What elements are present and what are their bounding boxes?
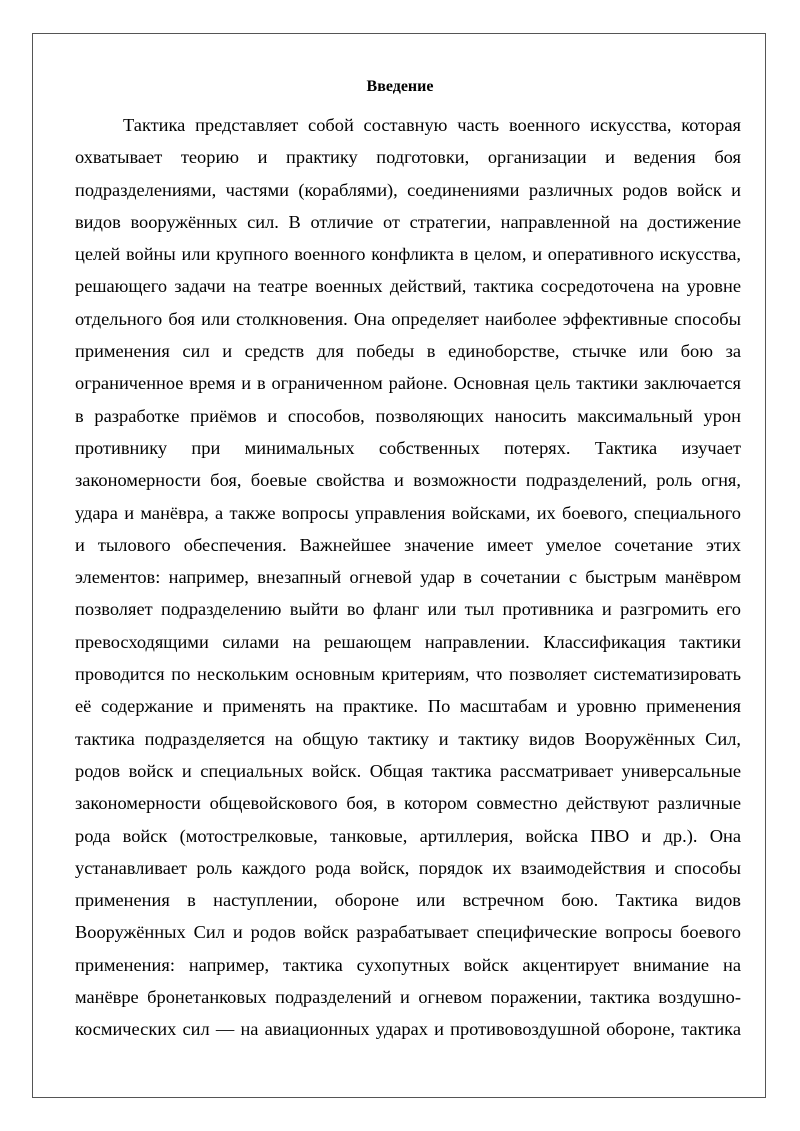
text-line: в разработке приёмов и способов, позволяющих наносить максимальный урон (75, 405, 741, 426)
text-line: применения: например, тактика сухопутных войск акцентирует внимание на (75, 954, 741, 975)
text-line: применения сил и средств для победы в единоборстве, стычке или бою за (75, 341, 741, 362)
text-line: проводится по нескольким основным критериям, что позволяет систематизировать (75, 664, 741, 685)
text-line: родов войск и специальных войск. Общая тактика рассматривает универсальные (75, 760, 741, 781)
text-line: превосходящими силами на решающем направлении. Классификация тактики (75, 631, 741, 652)
text-line: целей войны или крупного военного конфликта в целом, и оперативного искусства, (75, 244, 741, 265)
text-line: рода войск (мотострелковые, танковые, артиллерия, войска ПВО и др.). Она (75, 825, 741, 846)
text-line: Тактика представляет собой составную часть военного искусства, которая (123, 115, 741, 135)
text-line: устанавливает роль каждого рода войск, порядок их взаимодействия и способы (75, 857, 741, 878)
text-line: тактика подразделяется на общую тактику и тактику видов Вооружённых Сил, (75, 728, 741, 749)
text-line: ограниченное время и в ограниченном районе. Основная цель тактики заключается (75, 373, 741, 394)
text-line: отдельного боя или столкновения. Она определяет наиболее эффективные способы (75, 308, 741, 329)
text-line: подразделениями, частями (кораблями), соединениями различных родов войск и (75, 179, 741, 200)
text-line: Вооружённых Сил и родов войск разрабатывает специфические вопросы боевого (75, 922, 741, 943)
text-line: манёвре бронетанковых подразделений и огневом поражении, тактика воздушно- (75, 987, 741, 1008)
text-line: противнику при минимальных собственных потерях. Тактика изучает (75, 437, 741, 458)
body-paragraph (75, 109, 741, 1046)
text-line: решающего задачи на театре военных действий, тактика сосредоточена на уровне (75, 276, 741, 297)
text-line: закономерности боя, боевые свойства и возможности подразделений, роль огня, (75, 470, 741, 491)
text-line: космических сил — на авиационных ударах и противовоздушной обороне, тактика (75, 1019, 741, 1040)
text-line: применения в наступлении, обороне или встречном бою. Тактика видов (75, 890, 741, 911)
text-line: удара и манёвра, а также вопросы управления войсками, их боевого, специального (75, 502, 741, 523)
text-line: позволяет подразделению выйти во фланг или тыл противника и разгромить его (75, 599, 741, 620)
text-line: видов вооружённых сил. В отличие от стратегии, направленной на достижение (75, 211, 741, 232)
text-line: элементов: например, внезапный огневой удар в сочетании с быстрым манёвром (75, 567, 741, 588)
text-line: охватывает теорию и практику подготовки, организации и ведения боя (75, 147, 741, 168)
text-line: и тылового обеспечения. Важнейшее значение имеет умелое сочетание этих (75, 534, 741, 555)
text-line: её содержание и применять на практике. По масштабам и уровню применения (75, 696, 741, 717)
text-line: закономерности общевойскового боя, в котором совместно действуют различные (75, 793, 741, 814)
page-title: Введение (366, 78, 434, 95)
